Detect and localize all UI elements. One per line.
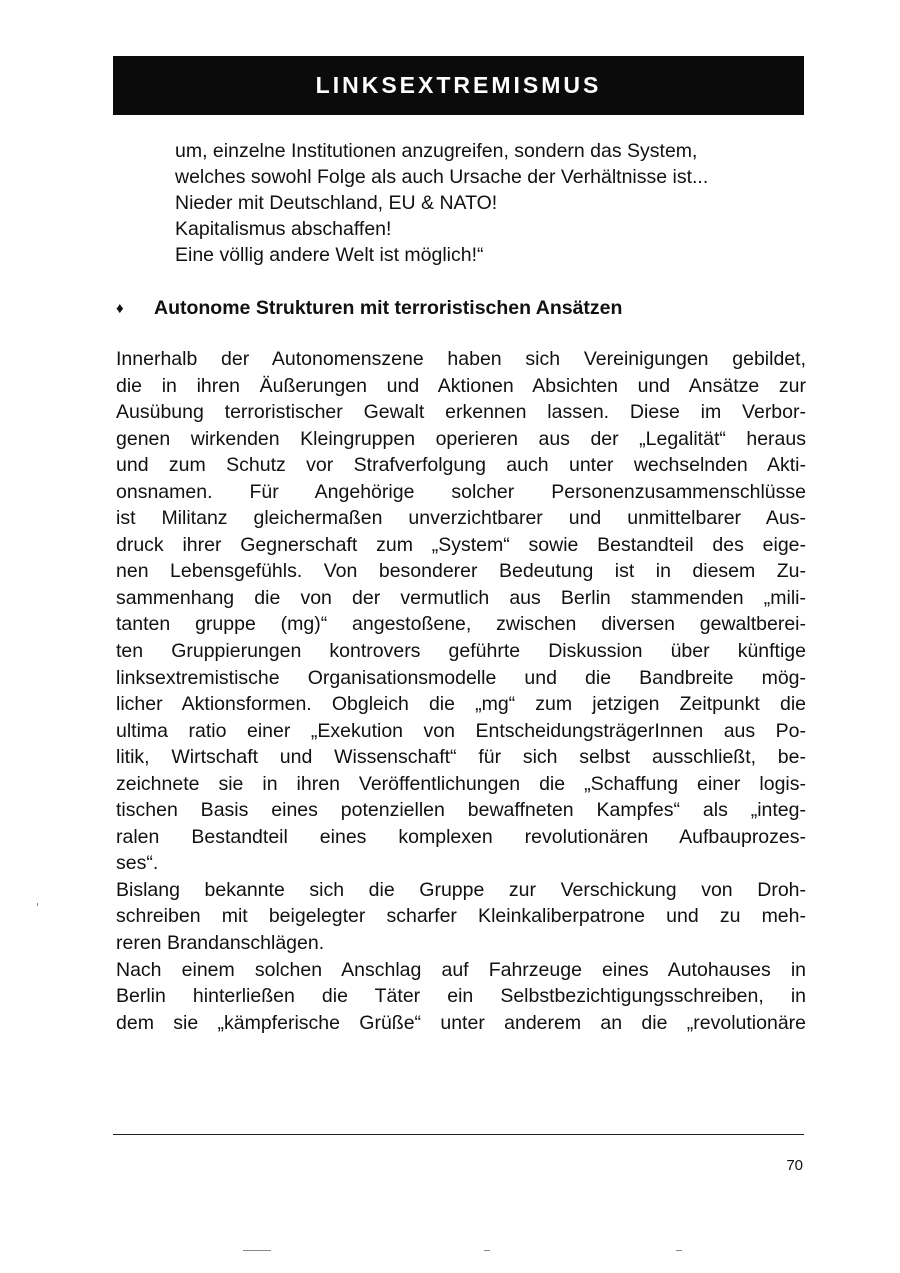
body-line: nen Lebensgefühls. Von besonderer Bedeutung ist in diesem Zu-	[116, 560, 806, 583]
scan-speck	[484, 1250, 490, 1251]
body-line: tanten gruppe (mg)“ angestoßene, zwischen diversen gewaltberei-	[116, 613, 806, 636]
scan-speck	[37, 903, 38, 906]
body-line: Nach einem solchen Anschlag auf Fahrzeuge eines Autohauses in	[116, 958, 806, 981]
body-line: Bislang bekannte sich die Gruppe zur Verschickung von Droh-	[116, 878, 806, 901]
body-line: licher Aktionsformen. Obgleich die „mg“ zum jetzigen Zeitpunkt die	[116, 693, 806, 716]
body-line: dem sie „kämpferische Grüße“ unter anderem an die „revolutionäre	[116, 1011, 806, 1034]
body-line: genen wirkenden Kleingruppen operieren aus der „Legalität“ heraus	[116, 427, 806, 450]
footer-divider	[113, 1134, 804, 1135]
body-line: ist Militanz gleichermaßen unverzichtbarer und unmittelbarer Aus-	[116, 507, 806, 530]
body-line: ses“.	[116, 852, 159, 875]
body-line: reren Brandanschlägen.	[116, 932, 325, 955]
chapter-title: LINKSEXTREMISMUS	[315, 72, 602, 98]
body-line: litik, Wirtschaft und Wissenschaft“ für sich selbst ausschließt, be-	[116, 746, 806, 769]
quote-line: welches sowohl Folge als auch Ursache der Verhältnisse ist...	[175, 166, 709, 188]
diamond-bullet-icon: ♦	[116, 300, 124, 317]
chapter-header-bar	[113, 56, 804, 115]
body-line: druck ihrer Gegnerschaft zum „System“ sowie Bestandteil des eige-	[116, 533, 806, 556]
body-line: sammenhang die von der vermutlich aus Berlin stammenden „mili-	[116, 586, 806, 609]
body-line: schreiben mit beigelegter scharfer Kleinkaliberpatrone und zu meh-	[116, 905, 806, 928]
body-line: ultima ratio einer „Exekution von EntscheidungsträgerInnen aus Po-	[116, 719, 806, 742]
body-line: Innerhalb der Autonomenszene haben sich Vereinigungen gebildet,	[116, 348, 806, 370]
body-line: ten Gruppierungen kontrovers geführte Diskussion über künftige	[116, 640, 806, 663]
quote-block	[175, 138, 815, 268]
body-line: Ausübung terroristischer Gewalt erkennen lassen. Diese im Verbor-	[116, 401, 806, 424]
body-paragraphs	[116, 346, 806, 1036]
quote-line: um, einzelne Institutionen anzugreifen, sondern das System,	[175, 140, 698, 162]
body-line: linksextremistische Organisationsmodelle und die Bandbreite mög-	[116, 666, 806, 689]
section-heading	[116, 295, 806, 322]
body-line: ralen Bestandteil eines komplexen revolutionären Aufbauprozes-	[116, 825, 806, 848]
scan-speck	[676, 1250, 682, 1251]
page-number: 70	[786, 1157, 803, 1174]
body-line: zeichnete sie in ihren Veröffentlichungen die „Schaffung einer logis-	[116, 772, 806, 795]
body-line: tischen Basis eines potenziellen bewaffneten Kampfes“ als „integ-	[116, 799, 806, 822]
section-heading-text: Autonome Strukturen mit terroristischen Ansätzen	[154, 297, 623, 319]
body-line: onsnamen. Für Angehörige solcher Personenzusammenschlüsse	[116, 480, 806, 503]
scan-speck	[243, 1250, 271, 1251]
quote-line: Eine völlig andere Welt ist möglich!“	[175, 244, 484, 266]
body-line: und zum Schutz vor Strafverfolgung auch unter wechselnden Akti-	[116, 454, 806, 477]
quote-line: Nieder mit Deutschland, EU & NATO!	[175, 192, 498, 214]
quote-line: Kapitalismus abschaffen!	[175, 218, 392, 240]
body-line: Berlin hinterließen die Täter ein Selbstbezichtigungsschreiben, in	[116, 985, 806, 1008]
body-line: die in ihren Äußerungen und Aktionen Absichten und Ansätze zur	[116, 374, 806, 397]
